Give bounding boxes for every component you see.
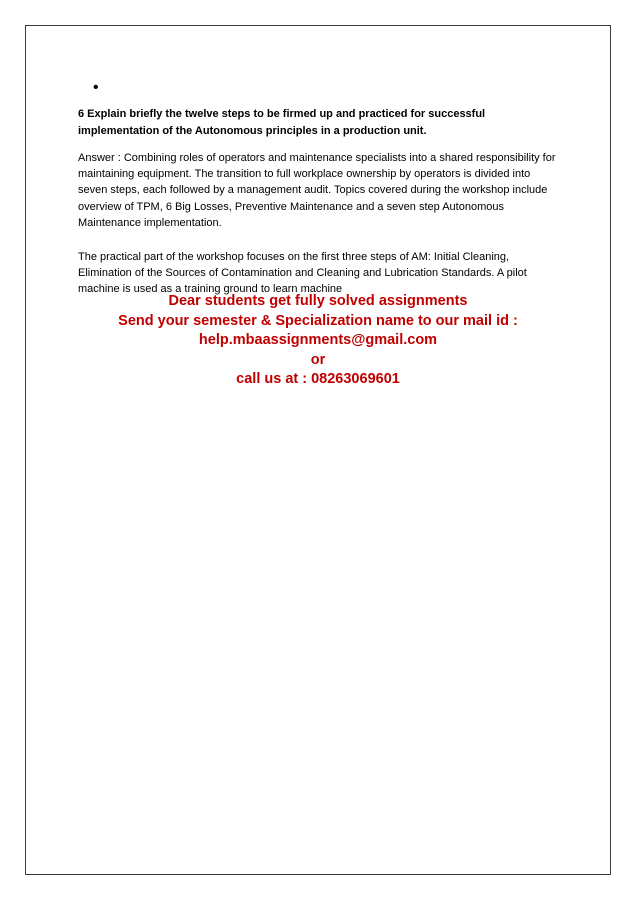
answer-paragraph-1: Answer : Combining roles of operators and maintenance specialists into a shared responsibility for maintaining equipment. The transition to full workplace ownership by operators is divided into seven steps, each followed by a management audit. Topics covered during the workshop include overview of TPM, 6 Big Losses, Preventive Maintenance and a seven step Autonomous Maintenance implementation. — [78, 152, 556, 229]
promo-phone: call us at : 08263069601 — [236, 371, 400, 387]
promo-email: help.mbaassignments@gmail.com — [198, 332, 438, 348]
bullet-point: • — [93, 79, 99, 96]
promo-line-1: Dear students get fully solved assignments — [168, 293, 468, 309]
promo-block — [25, 292, 611, 390]
question-text: 6 Explain briefly the twelve steps to be firmed up and practiced for successful implementation of the Autonomous principles in a production unit. — [78, 108, 486, 137]
answer-paragraph-2: The practical part of the workshop focuses on the first three steps of AM: Initial Cleaning, Elimination of the Sources of Contamination and Cleaning and Lubrication Standards. A pilot machine is used as a training ground to learn machine — [78, 251, 527, 296]
promo-line-2: Send your semester & Specialization name to our mail id : — [118, 312, 518, 329]
promo-or: or — [310, 351, 326, 368]
